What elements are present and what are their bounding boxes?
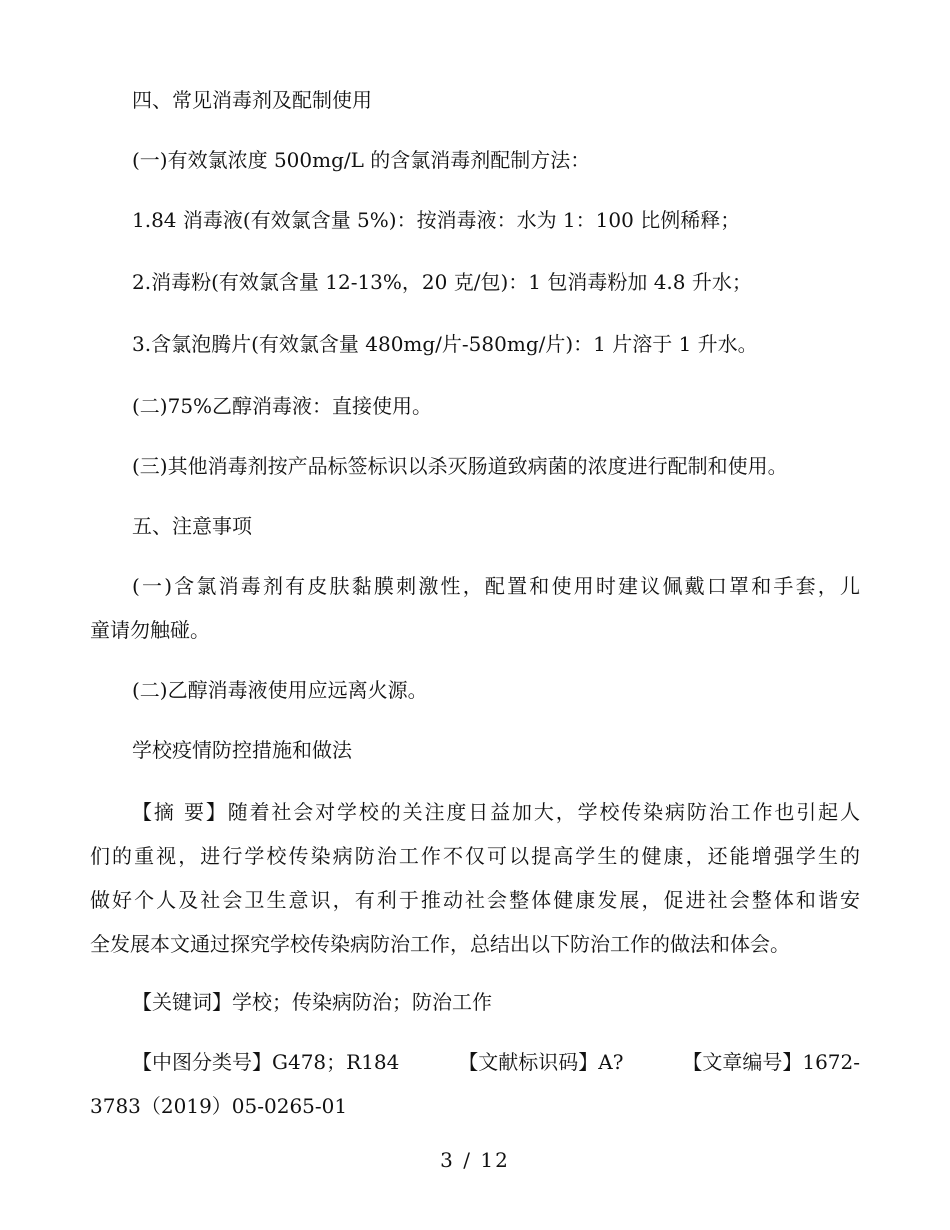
article-number-continued: 3783（2019）05-0265-01: [90, 1094, 348, 1118]
abstract-line-1: 【摘 要】随着社会对学校的关注度日益加大，学校传染病防治工作也引起人: [132, 800, 860, 824]
list-item-disinfectant-powder: 2.消毒粉(有效氯含量 12-13%，20 克/包)：1 包消毒粉加 4.8 升水；: [132, 270, 752, 294]
section-heading-disinfectants: 四、常见消毒剂及配制使用: [132, 88, 372, 112]
paragraph-chlorine-prep: (一)有效氯浓度 500mg/L 的含氯消毒剂配制方法：: [132, 148, 591, 172]
paragraph-chlorine-caution-line2: 童请勿触碰。: [90, 618, 210, 642]
article-number: 【文章编号】1672-: [682, 1050, 860, 1074]
page-indicator: 3 / 12: [440, 1148, 510, 1172]
paragraph-ethanol: (二)75%乙醇消毒液：直接使用。: [132, 394, 433, 418]
paragraph-chlorine-caution-line1: (一)含氯消毒剂有皮肤黏膜刺激性，配置和使用时建议佩戴口罩和手套，儿: [132, 574, 860, 598]
list-item-84-solution: 1.84 消毒液(有效氯含量 5%)：按消毒液：水为 1：100 比例稀释；: [132, 208, 741, 232]
list-item-effervescent-tablet: 3.含氯泡腾片(有效氯含量 480mg/片-580mg/片)：1 片溶于 1 升水。: [132, 332, 758, 356]
abstract-line-4: 全发展本文通过探究学校传染病防治工作，总结出以下防治工作的做法和体会。: [90, 932, 790, 956]
section-heading-precautions: 五、注意事项: [132, 514, 252, 538]
paragraph-other-disinfectants: (三)其他消毒剂按产品标签标识以杀灭肠道致病菌的浓度进行配制和使用。: [132, 454, 788, 478]
article-title: 学校疫情防控措施和做法: [132, 738, 352, 762]
document-code: 【文献标识码】A?: [458, 1050, 624, 1074]
classification-row: [132, 1048, 860, 1076]
clc-number: 【中图分类号】G478；R184: [132, 1050, 400, 1074]
paragraph-ethanol-caution: (二)乙醇消毒液使用应远离火源。: [132, 678, 428, 702]
abstract-line-3: 做好个人及社会卫生意识，有利于推动社会整体健康发展，促进社会整体和谐安: [90, 888, 860, 912]
abstract-line-2: 们的重视，进行学校传染病防治工作不仅可以提高学生的健康，还能增强学生的: [90, 844, 860, 868]
keywords: 【关键词】学校；传染病防治；防治工作: [132, 990, 492, 1014]
